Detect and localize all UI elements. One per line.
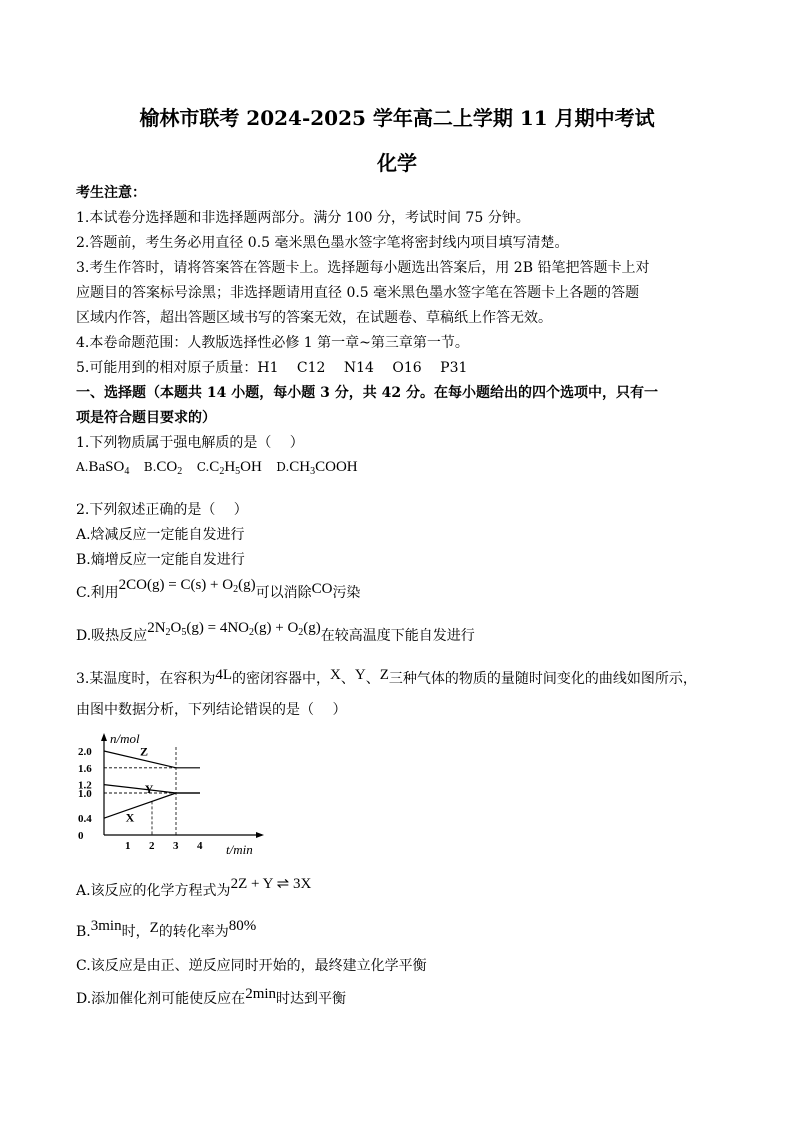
section-heading-cont: 项是符合题目要求的） — [76, 410, 216, 426]
x-tick-label: 2 — [149, 840, 155, 852]
x-axis-arrow — [256, 832, 264, 838]
q2-stem: 2.下列叙述正确的是（ ） — [76, 502, 248, 518]
q1-stem: 1.下列物质属于强电解质的是（ ） — [76, 435, 304, 451]
q2-option-a: A.焓减反应一定能自发进行 — [76, 527, 245, 543]
q1-option-c: $C.C_2H_5OH$ — [196, 459, 262, 477]
notice-item: 3.考生作答时，请将答案答在答题卡上。选择题每小题选出答案后，用 2B 铅笔把答题卡上对 — [76, 260, 650, 276]
q1-option-b: $B.CO_2$ — [143, 459, 183, 477]
x-tick-label: 3 — [173, 840, 179, 852]
q3-stem-cont: 由图中数据分析，下列结论错误的是（ ） — [76, 702, 347, 718]
notice-heading: 考生注意： — [76, 185, 146, 201]
subject-title: 化学 — [377, 151, 417, 175]
y-tick-label: 2.0 — [78, 746, 92, 758]
q2-d-equation: $2N_2O_5(g) = 4NO_2(g) + O_2(g)$ — [147, 620, 321, 638]
q1-option-d: $D.CH_3COOH$ — [276, 459, 358, 477]
q2-c-equation: $2CO(g) = C(s) + O_2(g)$ — [118, 577, 256, 595]
y-tick-label: 0.4 — [78, 813, 92, 826]
y-axis-label: n/mol — [110, 731, 140, 746]
notice-item: 应题目的答案标号涂黑；非选择题请用直径 0.5 毫米黑色墨水签字笔在答题卡上各题的答题 — [76, 285, 640, 301]
notice-item: 5.可能用到的相对原子质量：H1 C12 N14 O16 P31 — [76, 360, 468, 376]
curve-label-y: Y — [144, 781, 154, 796]
notice-item: 4.本卷命题范围：人教版选择性必修 1 第一章~第三章第一节。 — [76, 335, 469, 351]
q3-option-b: B.3min时，Z的转化率为80% — [76, 918, 257, 940]
q3-option-d: D.添加催化剂可能使反应在2min时达到平衡 — [76, 986, 347, 1007]
q2-option-d: D.吸热反应$2N_2O_5(g) = 4NO_2(g) + O_2(g)$在较高温度下能自发进行 — [76, 620, 475, 644]
notice-item: 2.答题前，考生务必用直径 0.5 毫米黑色墨水签字笔将密封线内项目填写清楚。 — [76, 235, 569, 251]
x-tick-label: 4 — [197, 840, 203, 852]
q3-option-a: A.该反应的化学方程式为2Z + Y ⇌ 3X — [76, 876, 312, 899]
y-tick-label: 1.2 — [78, 779, 92, 792]
section-heading: 一、选择题（本题共 14 小题，每小题 3 分，共 42 分。在每小题给出的四个选项中，只有一 — [76, 385, 658, 401]
exam-title: 榆林市联考 2024-2025 学年高二上学期 11 月期中考试 — [139, 106, 655, 130]
curve-label-x: X — [125, 810, 135, 825]
q3-option-c: C.该反应是由正、逆反应同时开始的，最终建立化学平衡 — [76, 958, 427, 974]
notice-item: 区域内作答，超出答题区域书写的答案无效，在试题卷、草稿纸上作答无效。 — [76, 310, 552, 326]
y-tick-label: 0 — [78, 830, 84, 842]
curve-z — [104, 751, 200, 768]
y-tick-label: 1.0 — [78, 788, 92, 800]
notice-item: 1.本试卷分选择题和非选择题两部分。满分 100 分，考试时间 75 分钟。 — [76, 210, 530, 226]
q3-graph — [76, 727, 276, 862]
x-axis-label: t/min — [226, 842, 253, 857]
x-tick-label: 1 — [125, 840, 131, 852]
y-tick-label: 1.6 — [78, 762, 92, 775]
graph-layer — [78, 731, 264, 857]
q2-option-b: B.熵增反应一定能自发进行 — [76, 552, 245, 568]
curve-x — [104, 793, 200, 818]
q3-stem: 3.某温度时，在容积为4L的密闭容器中，X、Y、Z三种气体的物质的量随时间变化的曲线如图所示， — [76, 667, 697, 687]
curve-label-z: Z — [140, 744, 149, 759]
y-axis-arrow — [101, 733, 107, 741]
q1-options — [76, 459, 368, 477]
q2-option-c: C.利用$2CO(g) = C(s) + O_2(g)$可以消除CO污染 — [76, 577, 361, 601]
q1-option-a: A.BaSO$_4$ — [76, 459, 130, 477]
